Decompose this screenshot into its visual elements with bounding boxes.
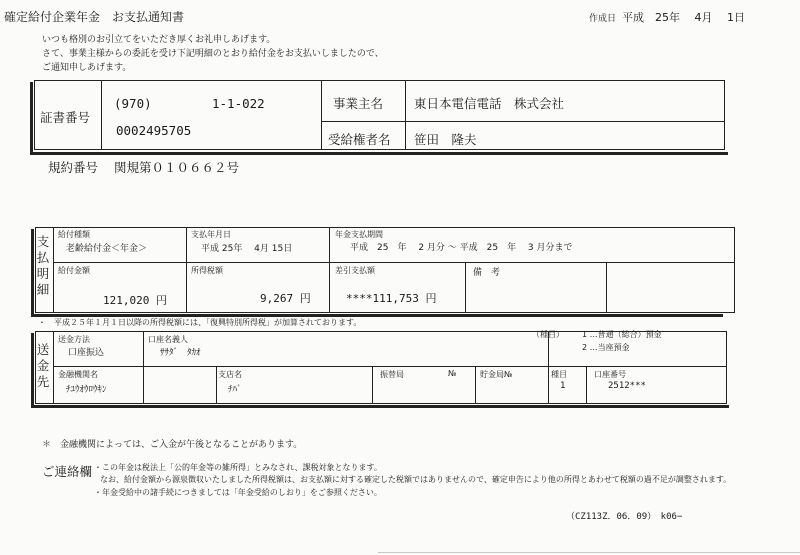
benefit-type-value: 老齢給付金＜年金＞	[66, 244, 148, 254]
transfer-office-no-label: №	[448, 369, 457, 378]
remarks-label: 備 考	[473, 268, 501, 278]
account-number-label: 口座番号	[594, 370, 626, 379]
employer-label: 事業主名	[333, 96, 384, 111]
contact-line-2: なお、給付金額から源泉徴収いたしました所得税額は、お支払額に対する確定した税額ではありませんので、確定申告により他の所得とあわせて税額の過不足が調整されます。	[100, 475, 732, 484]
creation-date-label: 作成日	[589, 14, 617, 24]
certificate-code: (970)	[114, 96, 152, 111]
account-number-value: 2512***	[608, 381, 646, 391]
remit-side-label: 送 金 先	[36, 342, 50, 389]
account-kind-option-1: 1 …普通（総合）預金	[582, 330, 662, 339]
payment-side-label: 支 払 明 細	[36, 234, 50, 297]
bank-name-label: 金融機関名	[58, 370, 98, 379]
agreement-number-label: 規約番号	[48, 160, 99, 175]
account-kind-label: （種目）	[532, 330, 564, 339]
payment-date-value: 平成 25年 4月 15日	[201, 244, 293, 254]
income-tax-label: 所得税額	[191, 266, 223, 275]
certificate-number: 0002495705	[116, 123, 192, 138]
contact-line-3: ・年金受給中の諸手続につきましては「年金受給のしおり」をご参照ください。	[94, 488, 382, 497]
bank-name-value: ﾁﾕｳｵｳﾛｳｷﾝ	[66, 385, 107, 395]
agreement-number: 関規第０１０６６２号	[114, 160, 240, 175]
account-holder-label: 口座名義人	[148, 335, 188, 344]
intro-line-2: さて、事業主様からの委託を受け下記明細のとおり給付金をお支払いしましたので、	[42, 49, 384, 59]
certificate-branch: 1-1-022	[212, 96, 265, 111]
income-tax-value: 9,267 円	[260, 292, 311, 305]
account-holder-value: ｻｻﾀﾞ ﾀｶｵ	[160, 348, 201, 358]
net-payment-value: ****111,753 円	[346, 292, 437, 305]
benefit-amount-value: 121,020 円	[103, 294, 167, 307]
benefit-type-label: 給付種類	[58, 230, 90, 239]
branch-name-value: ﾁﾊﾞ	[228, 385, 242, 395]
payment-period-value: 平成 25 年 2 月分 ～ 平成 25 年 3 月分まで	[350, 243, 573, 253]
tax-note: ・ 平成２５年１月１日以降の所得税額には、「復興特別所得税」が加算されております。	[38, 318, 362, 327]
contact-label: ご連絡欄	[42, 464, 93, 479]
document-title: 確定給付企業年金 お支払通知書	[4, 10, 185, 24]
payment-date-label: 支払年月日	[191, 230, 231, 239]
remit-method-value: 口座振込	[68, 348, 105, 358]
account-kind-option-2: 2 …当座預金	[582, 343, 630, 352]
certificate-number-label: 証書番号	[40, 110, 91, 125]
contact-line-1: ・この年金は税法上「公的年金等の雑所得」とみなされ、課税対象となります。	[94, 463, 382, 472]
intro-line-1: いつも格別のお引立てをいただき厚くお礼申しあげます。	[42, 35, 276, 45]
transfer-office-label: 振替局	[380, 370, 404, 379]
recipient-name: 笹田 隆夫	[414, 132, 477, 147]
account-type-label: 種目	[551, 370, 567, 379]
deposit-timing-note: ＊ 金融機関によっては、ご入金が午後となることがあります。	[42, 440, 303, 450]
savings-office-label: 貯金局№	[480, 370, 513, 379]
net-payment-label: 差引支払額	[335, 266, 375, 275]
branch-name-label: 支店名	[218, 370, 242, 379]
remit-method-label: 送金方法	[58, 335, 90, 344]
form-code: （CZ113Z．06．09） k06−	[566, 512, 683, 522]
payment-period-label: 年金支払期間	[335, 230, 383, 239]
intro-line-3: ご通知申しあげます。	[42, 63, 132, 73]
recipient-label: 受給権者名	[328, 132, 391, 147]
scan-edge-line	[378, 552, 800, 553]
creation-date-value: 平成 25年 4月 1日	[622, 11, 745, 24]
employer-name: 東日本電信電話 株式会社	[414, 96, 565, 111]
benefit-amount-label: 給付金額	[58, 266, 90, 275]
account-type-value: 1	[560, 381, 566, 391]
